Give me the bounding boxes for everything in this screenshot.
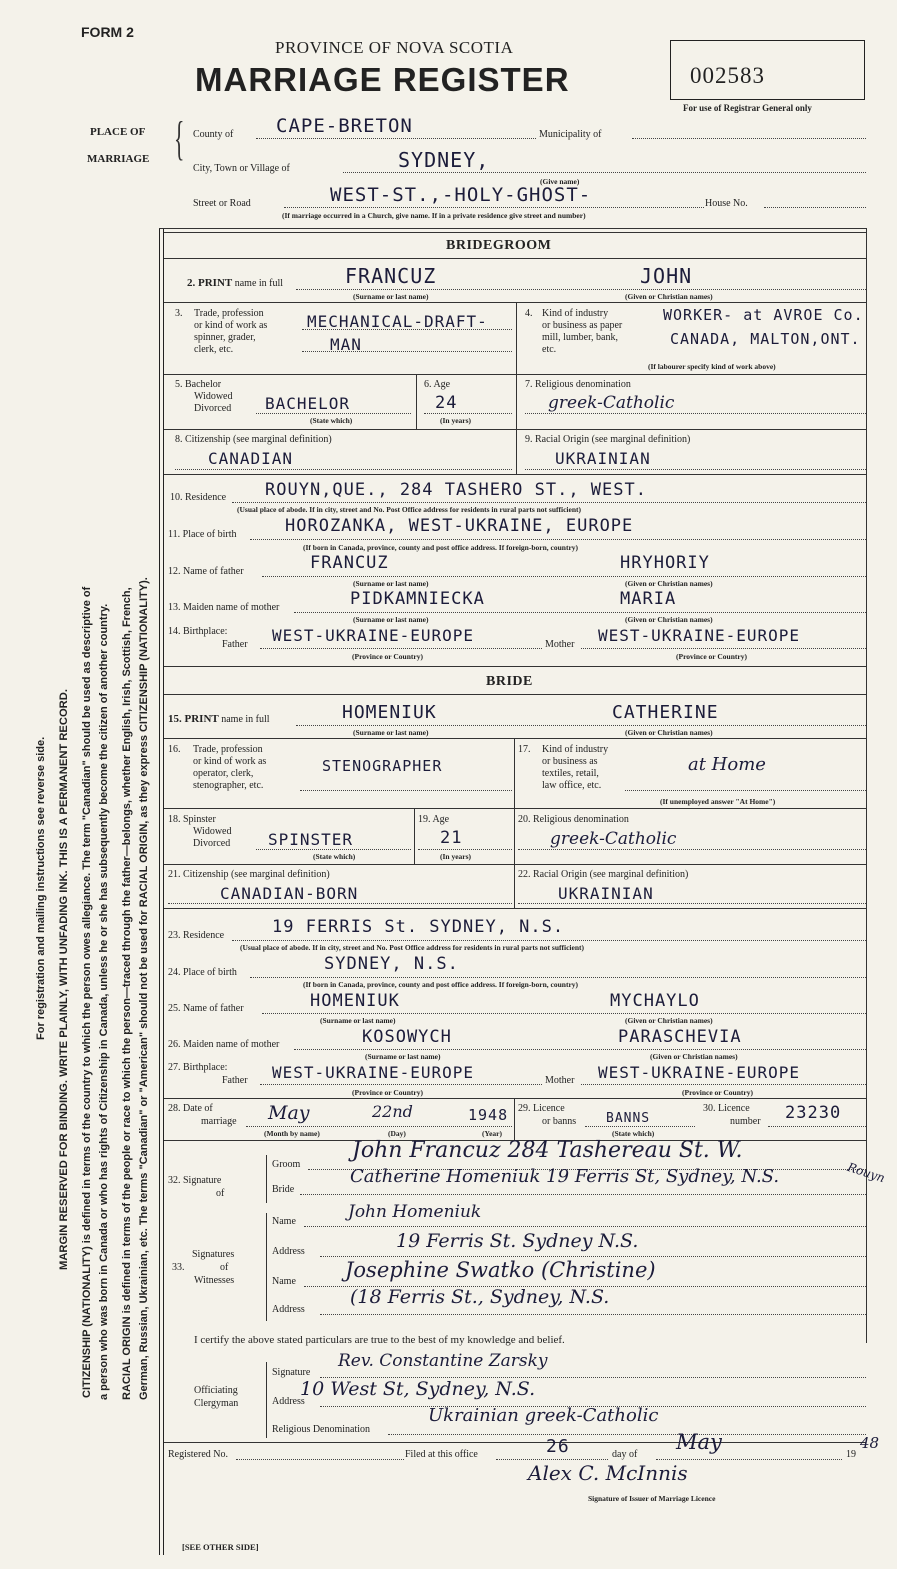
groom-mother-given: MARIA bbox=[620, 589, 677, 609]
f26-label: 26. Maiden name of mother bbox=[168, 1039, 280, 1050]
groom-trade-1: MECHANICAL-DRAFT- bbox=[307, 312, 488, 331]
issuer-signature: Alex C. McInnis bbox=[528, 1461, 688, 1485]
issuer-caption: Signature of Issuer of Marriage Licence bbox=[588, 1494, 716, 1503]
f22-label: 22. Racial Origin (see marginal definition) bbox=[518, 869, 689, 880]
cap-given-26: (Given or Christian names) bbox=[650, 1052, 738, 1061]
section-bride: BRIDE bbox=[486, 674, 533, 689]
f18-l3: Divorced bbox=[193, 838, 231, 849]
cap-given-13: (Given or Christian names) bbox=[625, 615, 713, 624]
f28-l1: 28. Date of bbox=[168, 1103, 213, 1114]
clergyman-signature: Rev. Constantine Zarsky bbox=[338, 1351, 548, 1371]
cap-province-27b: (Province or Country) bbox=[682, 1088, 753, 1097]
f33-l1: Signatures bbox=[192, 1249, 235, 1260]
city-label: City, Town or Village of bbox=[193, 163, 290, 174]
f27-l2: Father bbox=[222, 1075, 248, 1086]
f32-l1: 32. Signature bbox=[168, 1175, 222, 1186]
filed-year-prefix: 19 bbox=[846, 1449, 856, 1460]
cap-surname-15: (Surname or last name) bbox=[353, 728, 429, 737]
groom-signature-extra: Rouyn bbox=[845, 1160, 887, 1186]
cap-surname-12: (Surname or last name) bbox=[353, 579, 429, 588]
f19-label: 19. Age bbox=[418, 814, 450, 825]
county-value: CAPE-BRETON bbox=[276, 115, 413, 137]
f8-label: 8. Citizenship (see marginal definition) bbox=[175, 434, 332, 445]
groom-sig-label: Groom bbox=[272, 1159, 301, 1170]
f33-l2: of bbox=[220, 1262, 229, 1273]
groom-residence: ROUYN,QUE., 284 TASHERO ST., WEST. bbox=[265, 480, 647, 500]
f13-label: 13. Maiden name of mother bbox=[168, 602, 280, 613]
f24-cap: (If born in Canada, province, county and post office address. If foreign-born, country) bbox=[303, 980, 579, 989]
city-value: SYDNEY, bbox=[398, 148, 490, 172]
bride-racial: UKRAINIAN bbox=[558, 884, 654, 903]
f9-label: 9. Racial Origin (see marginal definition) bbox=[525, 434, 691, 445]
section-bridegroom: BRIDEGROOM bbox=[446, 238, 552, 253]
w2-name: Josephine Swatko (Christine) bbox=[345, 1258, 656, 1282]
f4-cap: (If labourer specify kind of work above) bbox=[648, 362, 776, 371]
w2-name-label: Name bbox=[272, 1276, 296, 1287]
bride-father-birthplace: WEST-UKRAINE-EUROPE bbox=[272, 1063, 475, 1082]
cap-year: (Year) bbox=[482, 1129, 502, 1138]
groom-birthplace: HOROZANKA, WEST-UKRAINE, EUROPE bbox=[285, 516, 634, 536]
f16-l2: or kind of work as bbox=[193, 756, 267, 767]
f4-l4: etc. bbox=[542, 344, 557, 355]
cap-province-27a: (Province or Country) bbox=[352, 1088, 423, 1097]
cap-state-bride: (State which) bbox=[313, 852, 356, 861]
bride-industry: at Home bbox=[688, 754, 766, 775]
bride-birthplace: SYDNEY, N.S. bbox=[324, 954, 459, 974]
cap-surname-13: (Surname or last name) bbox=[353, 615, 429, 624]
clergyman-denomination: Ukrainian greek-Catholic bbox=[428, 1405, 659, 1426]
bride-citizenship: CANADIAN-BORN bbox=[220, 884, 359, 903]
w1-address-label: Address bbox=[272, 1246, 305, 1257]
w1-address: 19 Ferris St. Sydney N.S. bbox=[396, 1230, 639, 1252]
f5-l1: 5. Bachelor bbox=[175, 379, 222, 390]
f25-label: 25. Name of father bbox=[168, 1003, 244, 1014]
registrar-number-box bbox=[670, 40, 865, 100]
f29-l2: or banns bbox=[542, 1116, 577, 1127]
f15-label: 15. PRINT name in full bbox=[168, 713, 270, 725]
f20-label: 20. Religious denomination bbox=[518, 814, 629, 825]
groom-surname: FRANCUZ bbox=[345, 264, 437, 288]
groom-mother-surname: PIDKAMNIECKA bbox=[350, 589, 485, 609]
province-heading: PROVINCE OF NOVA SCOTIA bbox=[275, 38, 514, 57]
f23-label: 23. Residence bbox=[168, 930, 225, 941]
municipality-label: Municipality of bbox=[539, 129, 602, 140]
f18-l2: Widowed bbox=[193, 826, 232, 837]
place-label-1: PLACE OF bbox=[90, 126, 146, 138]
f18-l1: 18. Spinster bbox=[168, 814, 216, 825]
groom-industry-2: CANADA, MALTON,ONT. bbox=[670, 330, 861, 348]
w2-address: (18 Ferris St., Sydney, N.S. bbox=[350, 1286, 610, 1308]
groom-trade-2: MAN bbox=[330, 335, 362, 354]
cl-address-label: Address bbox=[272, 1396, 305, 1407]
place-note: (If marriage occurred in a Church, give name. If in a private residence give street and number) bbox=[282, 211, 586, 220]
f17-l2: or business as bbox=[542, 756, 598, 767]
cap-given: (Given or Christian names) bbox=[625, 292, 713, 301]
cap-province-14a: (Province or Country) bbox=[352, 652, 423, 661]
f4-l1: Kind of industry bbox=[542, 308, 609, 319]
margin-racial-def-1: RACIAL ORIGIN is defined in terms of the people or race to which the person—traced through the father—belongs, whether English, Irish, Scottish, French, bbox=[121, 587, 133, 1400]
groom-signature: John Francuz 284 Tashereau St. W. bbox=[352, 1138, 743, 1163]
bride-religion: greek-Catholic bbox=[550, 829, 677, 849]
bride-signature: Catherine Homeniuk 19 Ferris St, Sydney, N.S. bbox=[350, 1166, 780, 1187]
margin-binding-notice: MARGIN RESERVED FOR BINDING. WRITE PLAINLY, WITH UNFADING INK. THIS IS A PERMANENT RECORD. bbox=[58, 689, 70, 1270]
f5-l3: Divorced bbox=[194, 403, 232, 414]
bride-surname: HOMENIUK bbox=[342, 702, 437, 723]
marriage-month: May bbox=[268, 1102, 310, 1124]
f10-label: 10. Residence bbox=[170, 492, 227, 503]
f17-l1: Kind of industry bbox=[542, 744, 609, 755]
bride-residence: 19 FERRIS St. SYDNEY, N.S. bbox=[272, 917, 565, 937]
bride-given: CATHERINE bbox=[612, 702, 719, 723]
f14-l1: 14. Birthplace: bbox=[168, 626, 228, 637]
f16-num: 16. bbox=[168, 744, 181, 755]
licence-or-banns: BANNS bbox=[606, 1111, 651, 1126]
f14-mother-label: Mother bbox=[545, 639, 575, 650]
groom-religion: greek-Catholic bbox=[548, 393, 675, 413]
page-title: MARRIAGE REGISTER bbox=[195, 61, 570, 98]
f10-cap: (Usual place of abode. If in city, street and No. Post Office address for residents in rural parts not sufficient) bbox=[237, 505, 582, 514]
street-label: Street or Road bbox=[193, 198, 251, 209]
f16-l4: stenographer, etc. bbox=[193, 780, 264, 791]
f14-l2: Father bbox=[222, 639, 248, 650]
cap-given-25: (Given or Christian names) bbox=[625, 1016, 713, 1025]
bride-mother-birthplace: WEST-UKRAINE-EUROPE bbox=[598, 1063, 801, 1082]
f11-label: 11. Place of birth bbox=[168, 529, 237, 540]
see-other-side: [SEE OTHER SIDE] bbox=[182, 1542, 259, 1552]
f7-label: 7. Religious denomination bbox=[525, 379, 631, 390]
bride-father-surname: HOMENIUK bbox=[310, 991, 400, 1011]
f27-l1: 27. Birthplace: bbox=[168, 1062, 228, 1073]
county-label: County of bbox=[193, 129, 234, 140]
f28-l2: marriage bbox=[201, 1116, 237, 1127]
f3-l1: Trade, profession bbox=[194, 308, 264, 319]
off-l2: Clergyman bbox=[194, 1398, 239, 1409]
f29-l1: 29. Licence bbox=[518, 1103, 565, 1114]
f3-l4: clerk, etc. bbox=[194, 344, 234, 355]
f24-label: 24. Place of birth bbox=[168, 967, 237, 978]
cap-day: (Day) bbox=[388, 1129, 406, 1138]
cap-month: (Month by name) bbox=[264, 1129, 320, 1138]
groom-status: BACHELOR bbox=[265, 394, 351, 413]
cap-surname-25: (Surname or last name) bbox=[320, 1016, 396, 1025]
f17-l3: textiles, retail, bbox=[542, 768, 599, 779]
groom-father-birthplace: WEST-UKRAINE-EUROPE bbox=[272, 626, 475, 645]
f30-l1: 30. Licence bbox=[703, 1103, 750, 1114]
f3-l2: or kind of work as bbox=[194, 320, 268, 331]
f6-label: 6. Age bbox=[424, 379, 451, 390]
groom-industry-1: WORKER- at AVROE Co. bbox=[663, 306, 864, 324]
cap-state-groom: (State which) bbox=[310, 416, 353, 425]
groom-mother-birthplace: WEST-UKRAINE-EUROPE bbox=[598, 626, 801, 645]
cap-years-bride: (In years) bbox=[440, 852, 472, 861]
f30-l2: number bbox=[730, 1116, 761, 1127]
f23-cap: (Usual place of abode. If in city, street and No. Post Office address for residents in rural parts not sufficient) bbox=[240, 943, 585, 952]
f3-l3: spinner, grader, bbox=[194, 332, 256, 343]
cap-given-12: (Given or Christian names) bbox=[625, 579, 713, 588]
f33-l3: Witnesses bbox=[194, 1275, 235, 1286]
f3-num: 3. bbox=[175, 308, 183, 319]
f5-l2: Widowed bbox=[194, 391, 233, 402]
f32-l2: of bbox=[216, 1188, 225, 1199]
form-number: FORM 2 bbox=[81, 24, 134, 40]
cap-given-15: (Given or Christian names) bbox=[625, 728, 713, 737]
registrar-note: For use of Registrar General only bbox=[683, 103, 812, 113]
groom-father-surname: FRANCUZ bbox=[310, 553, 389, 573]
f21-label: 21. Citizenship (see marginal definition) bbox=[168, 869, 330, 880]
street-value: WEST-ST.,-HOLY-GHOST- bbox=[330, 184, 592, 206]
margin-instructions: For registration and mailing instructions see reverse side. bbox=[35, 736, 47, 1040]
f11-cap: (If born in Canada, province, county and post office address. If foreign-born, country) bbox=[303, 543, 579, 552]
filed-label: Filed at this office bbox=[405, 1449, 478, 1460]
marriage-year: 1948 bbox=[468, 1106, 509, 1124]
place-label-2: MARRIAGE bbox=[87, 153, 150, 165]
f27-mother-label: Mother bbox=[545, 1075, 575, 1086]
place-brace: { bbox=[174, 112, 185, 165]
registered-label: Registered No. bbox=[168, 1449, 228, 1460]
cap-years-groom: (In years) bbox=[440, 416, 472, 425]
w1-name-label: Name bbox=[272, 1216, 296, 1227]
f4-l3: mill, lumber, bank, bbox=[542, 332, 618, 343]
cap-surname-26: (Surname or last name) bbox=[365, 1052, 441, 1061]
f4-num: 4. bbox=[525, 308, 533, 319]
dayof-label: day of bbox=[612, 1449, 638, 1460]
certification: I certify the above stated particulars are true to the best of my knowledge and belief. bbox=[194, 1334, 565, 1346]
give-name-caption: (Give name) bbox=[540, 177, 580, 186]
bride-mother-surname: KOSOWYCH bbox=[362, 1027, 452, 1047]
marriage-day: 22nd bbox=[372, 1102, 413, 1121]
margin-citizenship-def-2: a person who was born in Canada or who has rights of Citizenship in Canada, unless he or she has subsequently become the citizen of another country. bbox=[98, 603, 110, 1400]
bride-age: 21 bbox=[440, 828, 463, 848]
f33-num: 33. bbox=[172, 1262, 185, 1273]
groom-given: JOHN bbox=[640, 264, 693, 288]
cap-state-banns: (State which) bbox=[612, 1129, 655, 1138]
registrar-number: 002583 bbox=[690, 63, 765, 88]
cl-denom-label: Religious Denomination bbox=[272, 1424, 371, 1435]
groom-racial: UKRAINIAN bbox=[555, 449, 651, 468]
clergyman-address: 10 West St, Sydney, N.S. bbox=[300, 1378, 536, 1400]
groom-age: 24 bbox=[435, 393, 458, 413]
f16-l1: Trade, profession bbox=[193, 744, 263, 755]
f4-l2: or business as paper bbox=[542, 320, 623, 331]
filed-month: May bbox=[676, 1430, 722, 1454]
w1-name: John Homeniuk bbox=[348, 1202, 482, 1222]
f17-cap: (If unemployed answer "At Home") bbox=[660, 797, 776, 806]
f12-label: 12. Name of father bbox=[168, 566, 244, 577]
w2-address-label: Address bbox=[272, 1304, 305, 1315]
cl-sig-label: Signature bbox=[272, 1367, 311, 1378]
house-label: House No. bbox=[705, 198, 748, 209]
cap-province-14b: (Province or Country) bbox=[676, 652, 747, 661]
licence-number: 23230 bbox=[785, 1103, 842, 1123]
margin-racial-def-2: German, Russian, Ukrainian, etc. The terms "Canadian" or "American" should not be used for RACIAL ORIGIN, as they express CITIZENSHIP (NATIONALITY). bbox=[138, 577, 150, 1400]
groom-citizenship: CANADIAN bbox=[208, 449, 294, 468]
bride-sig-label: Bride bbox=[272, 1184, 295, 1195]
filed-day: 26 bbox=[546, 1436, 570, 1457]
bride-father-given: MYCHAYLO bbox=[610, 991, 700, 1011]
filed-year-suffix: 48 bbox=[860, 1434, 880, 1452]
bride-trade: STENOGRAPHER bbox=[322, 757, 443, 775]
f2-label: 2. PRINT name in full bbox=[187, 277, 284, 289]
f17-l4: law office, etc. bbox=[542, 780, 602, 791]
bride-status: SPINSTER bbox=[268, 830, 354, 849]
f17-num: 17. bbox=[518, 744, 531, 755]
bride-mother-given: PARASCHEVIA bbox=[618, 1027, 742, 1047]
off-l1: Officiating bbox=[194, 1385, 238, 1396]
groom-father-given: HRYHORIY bbox=[620, 553, 710, 573]
cap-surname: (Surname or last name) bbox=[353, 292, 429, 301]
margin-citizenship-def-1: CITIZENSHIP (NATIONALITY) is defined in terms of the country to which the person owes allegiance. The term "Canadian" should be used as descriptive of bbox=[81, 586, 93, 1398]
f16-l3: operator, clerk, bbox=[193, 768, 254, 779]
